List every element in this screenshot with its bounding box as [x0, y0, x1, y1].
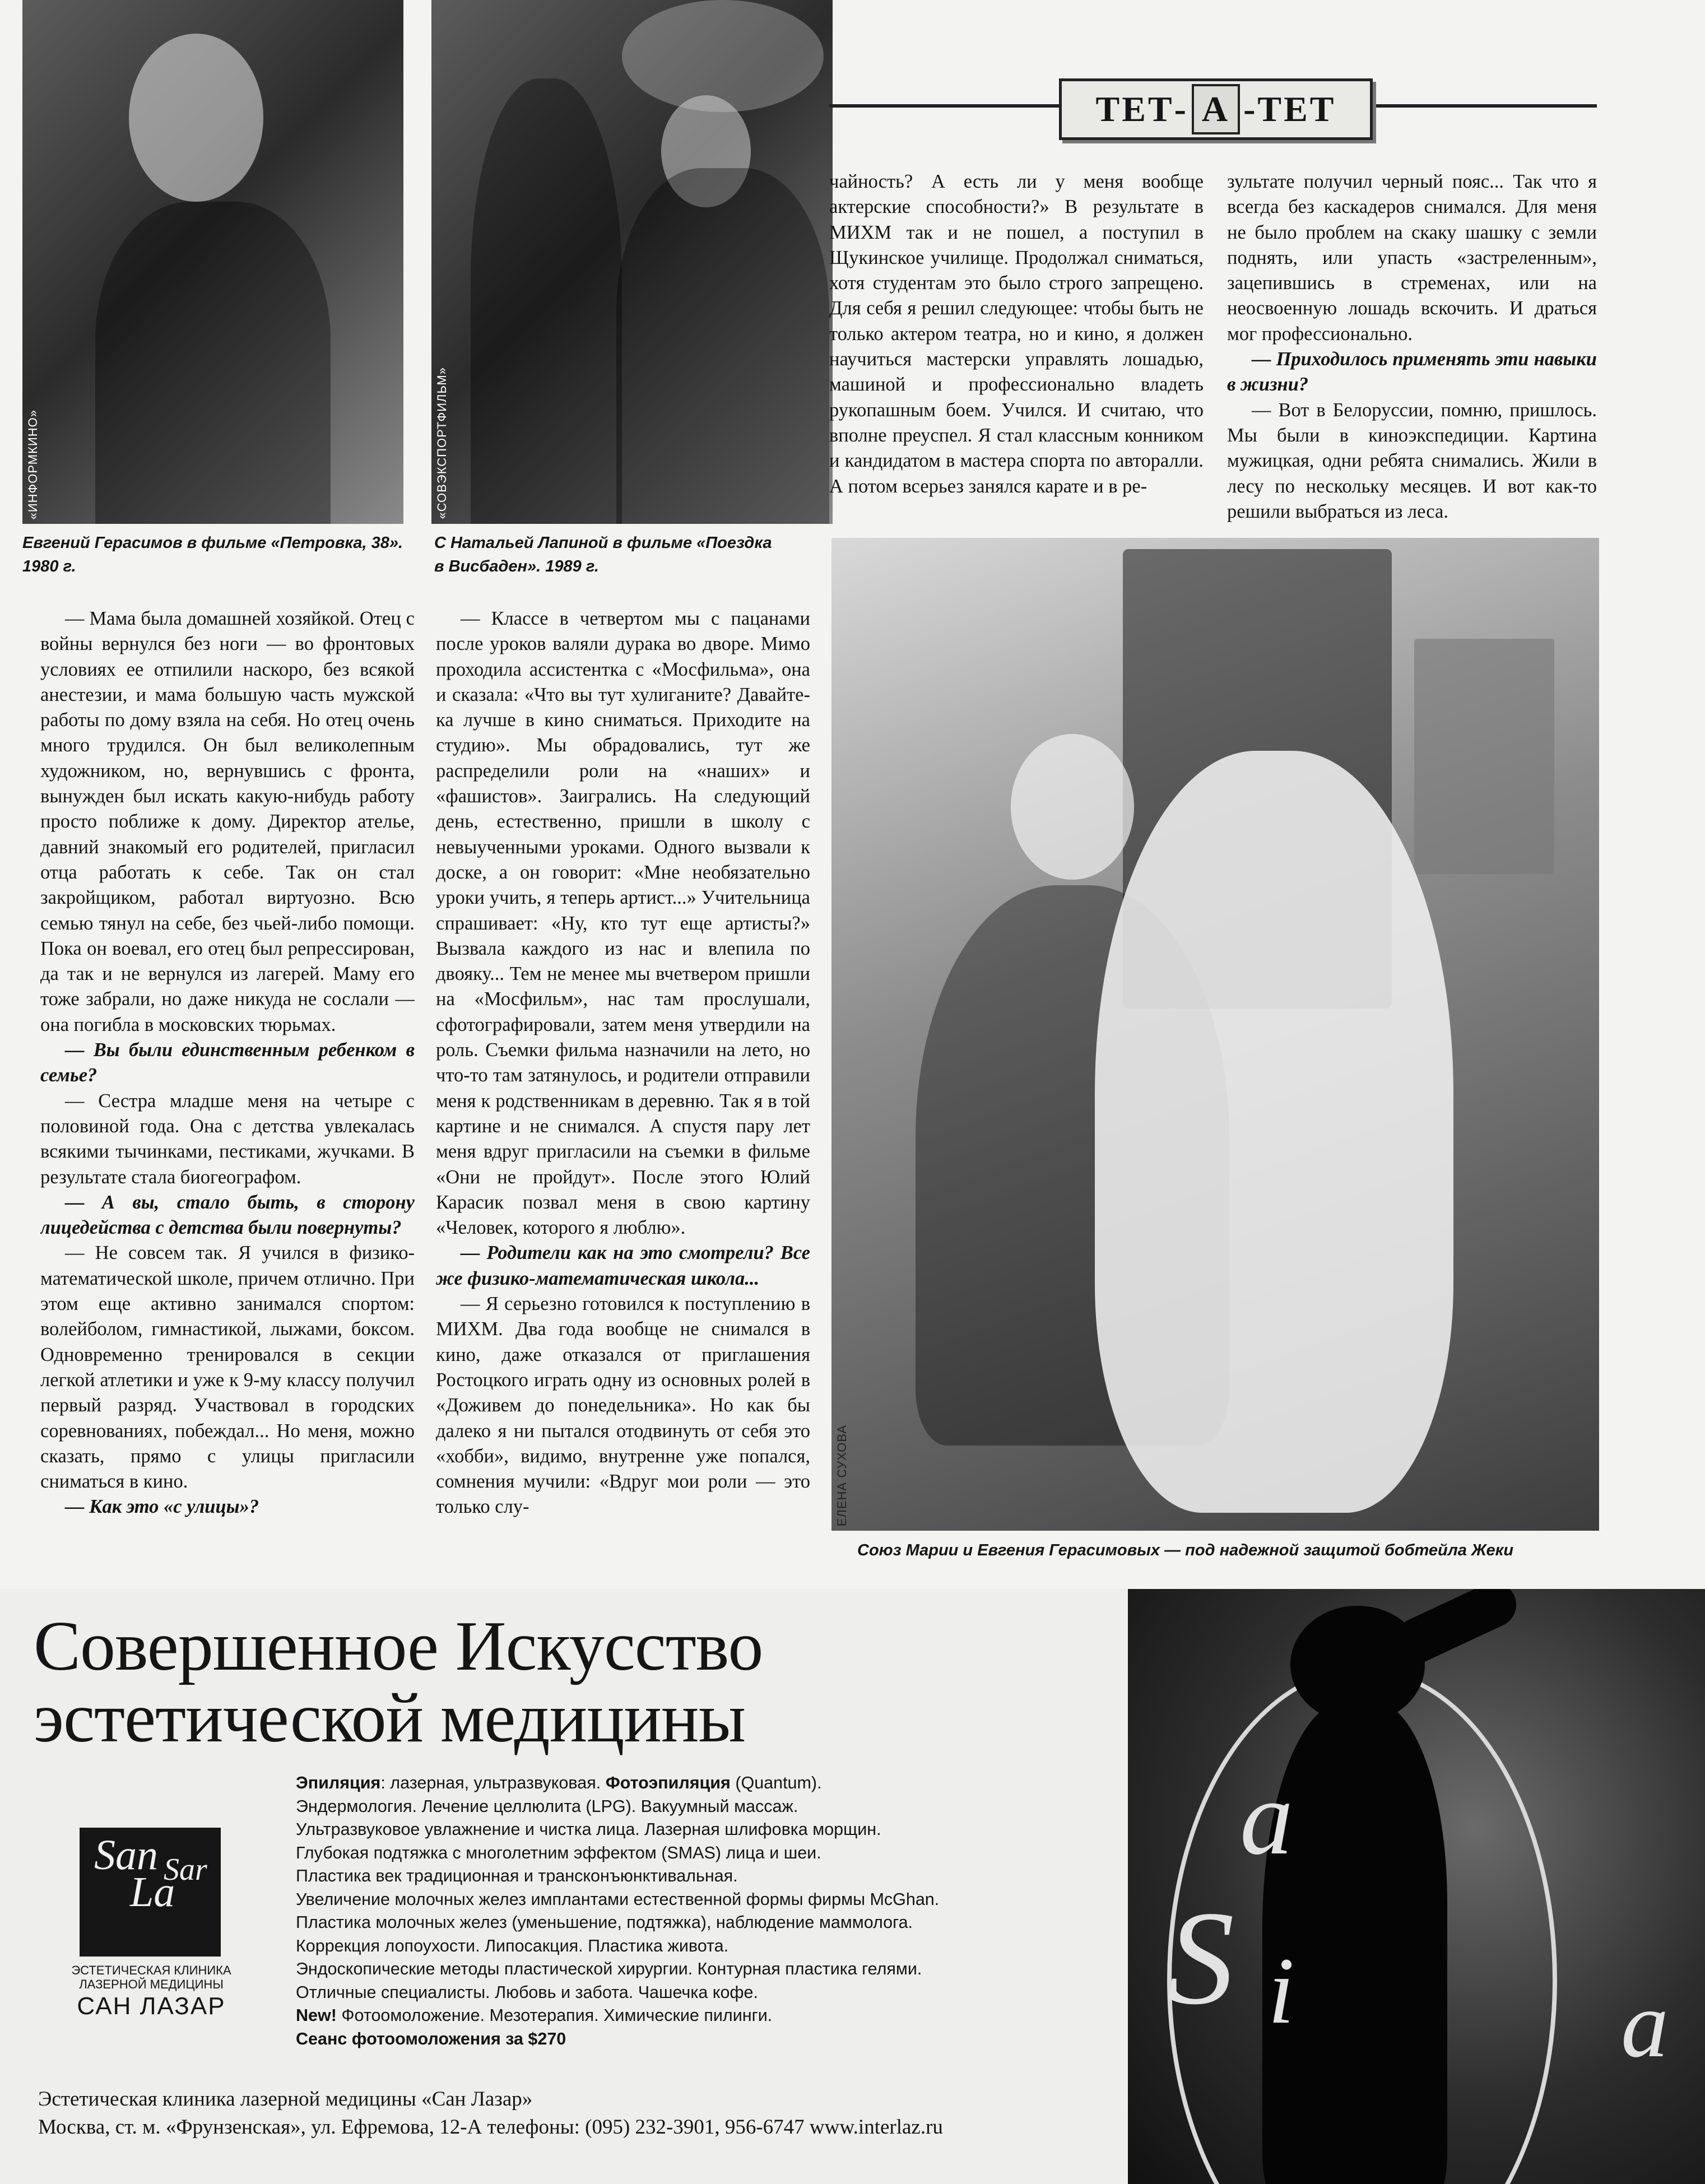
- ad-service-text: Увеличение молочных желез имплантами естественной формы фирмы McGhan.: [296, 1889, 940, 1909]
- interview-answer: — Не совсем так. Я учился в физико-математической школе, причем отлично. При этом еще активно занимался спортом: волейболом, гимнастикой, лыжами, боксом. Одновременно тренировался в секции легкой атлетики и уже к 9-му классу получил первый разряд. Участвовал в городских соревнованиях, побеждал... Но меня, можно сказать, прямо с улицы пригласили сниматься в кино.: [40, 1242, 415, 1493]
- clinic-name: САН ЛАЗАР: [77, 1992, 226, 2020]
- interview-question: — А вы, стало быть, в сторону лицедейства с детства были повернуты?: [40, 1191, 415, 1239]
- photo-credit: «ИНФОРМКИНО»: [26, 409, 40, 519]
- photo-caption: С Натальей Лапиной в фильме «Поездка в Висбаден». 1989 г.: [434, 534, 772, 575]
- interview-question: — Как это «с улицы»?: [65, 1496, 259, 1518]
- ad-service-text: Пластика молочных желез (уменьшение, подтяжка), наблюдение маммолога.: [296, 1913, 913, 1932]
- photo-lapina-wiesbaden: [431, 0, 833, 524]
- interview-answer: зультате получил черный пояс... Так что я всегда без каскадеров снимался. Для меня не было проблем на скаку шашку с земли поднять, или упасть «застреленным», зацепившись в стременах, или на неосвоенную лошадь вскочить. И драться мог профессионально.: [1227, 171, 1597, 345]
- ad-service-text: Глубокая подтяжка с многолетним эффектом (SMAS) лица и шеи.: [296, 1843, 821, 1862]
- ad-service-text: (Quantum).: [730, 1773, 822, 1792]
- ad-service-text: Эпиляция: [296, 1773, 381, 1792]
- interview-answer: — Я серьезно готовился к поступлению в МИХМ. Два года вообще не снимался в кино, даже отказался от приглашения Ростоцкого играть одну из основных ролей в «Доживем до понедельника». Но как бы далеко я ни пытался отодвинуть от себя это «хобби», видимо, внутренне уже попался, сомнения мучили: «Вдруг мои роли — это только слу-: [436, 1293, 810, 1518]
- interview-answer: — Сестра младше меня на четыре с половиной года. Она с детства увлекалась всякими тычинками, пестиками, жучками. В результате стала биогеографом.: [40, 1090, 415, 1188]
- ad-service-text: Фотоэпиляция: [605, 1773, 731, 1792]
- ad-service-line: [296, 1958, 1125, 1981]
- ad-headline: Совершенное Искусство эстетической медицины: [34, 1607, 763, 1757]
- ad-service-text: Ультразвуковое увлажнение и чистка лица. Лазерная шлифовка морщин.: [296, 1820, 881, 1839]
- photo-credit: ЕЛЕНА СУХОВА: [835, 1424, 849, 1526]
- ad-service-text: New!: [296, 2006, 337, 2025]
- ad-service-line: [296, 1911, 1125, 1935]
- ad-service-line: [296, 1818, 1125, 1842]
- clinic-subtitle: ЭСТЕТИЧЕСКАЯ КЛИНИКА ЛАЗЕРНОЙ МЕДИЦИНЫ: [71, 1963, 231, 1991]
- ad-service-text: : лазерная, ультразвуковая.: [380, 1773, 606, 1792]
- photo-gerasimov-petrovka: [22, 0, 403, 524]
- ad-service-text: Сеанс фотоомоложения за $270: [296, 2029, 566, 2048]
- ad-service-line: [296, 1935, 1125, 1958]
- ad-services-list: [296, 1772, 1125, 2051]
- ad-service-text: Коррекция лопоухости. Липосакция. Пластика живота.: [296, 1936, 729, 1955]
- ad-service-line: [296, 1772, 1125, 1795]
- ad-service-line: [296, 1865, 1125, 1888]
- interview-answer: — Классе в четвертом мы с пацанами после уроков валяли дурака во дворе. Мимо проходила ассистентка с «Мосфильма», она и сказала: «Что вы тут хулиганите? Давайте-ка лучше в кино сниматься. Приходите на студию». Мы обрадовались, тут же распределили роли на «наших» и «фашистов». Заигрались. На следующий день, естественно, пришли в школу с невыученными уроками. Одного вызвали к доске, а он говорит: «Мне необязательно уроки учить, я теперь артист...» Учительница спрашивает: «Ну, кто тут еще артисты?» Вызвала каждого из нас и влепила по двояку... Тем не менее мы вчетвером пришли на «Мосфильм», нас там прослушали, сфотографировали, затем меня утвердили на роль. Съемки фильма назначили на лето, но что-то там затянулось, и родители отправили меня к родственникам в деревню. Так я в той картине и не снимался. А спустя пару лет меня вдруг пригласили на съемки в фильме «Они не пройдут». После этого Юлий Карасик позвал меня в свою картину «Человек, которого я люблю».: [436, 608, 810, 1239]
- interview-question: — Родители как на это смотрели? Все же физико-математическая школа...: [436, 1242, 810, 1289]
- article-column-1: [40, 606, 415, 1582]
- article-column-4: [1227, 169, 1597, 528]
- ad-silhouette-image: a S i a: [1128, 1589, 1705, 2184]
- ad-service-line: [296, 1842, 1125, 1865]
- ad-service-line: [296, 2028, 1125, 2051]
- photo-credit: «СОВЭКСПОРТФИЛЬМ»: [435, 367, 449, 519]
- ad-service-text: Фотоомоложение. Мезотерапия. Химические пилинги.: [336, 2006, 773, 2025]
- photo-caption: Евгений Герасимов в фильме «Петровка, 38». 1980 г.: [22, 534, 403, 575]
- article-column-3: [829, 169, 1204, 533]
- ad-service-line: [296, 1888, 1125, 1912]
- ad-service-text: Пластика век традиционная и трансконъюнктивальная.: [296, 1866, 738, 1885]
- interview-question: — Вы были единственным ребенком в семье?: [40, 1039, 415, 1086]
- rubric-rule-left: [829, 104, 1059, 108]
- san-lazar-logo: San La Sar: [80, 1828, 221, 1957]
- interview-question: — Приходилось применять эти навыки в жизни?: [1227, 348, 1597, 396]
- rubric-rule-right: [1373, 104, 1597, 108]
- ad-service-text: Эндоскопические методы пластической хирургии. Контурная пластика гелями.: [296, 1959, 922, 1978]
- article-column-2: [436, 606, 810, 1576]
- interview-answer: — Вот в Белоруссии, помню, пришлось. Мы были в киноэкспедиции. Картина мужицкая, одни ребята снимались. Жили в лесу по нескольку месяцев. И вот как-то решили выбраться из леса.: [1227, 399, 1597, 522]
- ad-service-line: [296, 1981, 1125, 2005]
- ad-service-line: [296, 2004, 1125, 2028]
- ad-contacts: Эстетическая клиника лазерной медицины «Сан Лазар» Москва, ст. м. «Фрунзенская», ул. Ефремова, 12-А телефоны: (095) 232-3901, 956-6747 www.interlaz.ru: [38, 2088, 943, 2139]
- rubric-tet-a-tet: ТЕТ - А - ТЕТ: [1059, 78, 1373, 140]
- interview-answer: чайность? А есть ли у меня вообще актерские способности?» В результате в МИХМ так и не пошел, а поступил в Щукинское училище. Продолжал сниматься, хотя студентам это было строго запрещено. Для себя я решил следующее: чтобы быть не только актером театра, но и кино, я должен научиться мастерски управлять лошадью, машиной и профессионально владеть рукопашным боем. Учился. И считаю, что вполне преуспел. Я стал классным конником и кандидатом в мастера спорта по авторалли. А потом всерьез занялся карате и в ре-: [829, 171, 1204, 497]
- ad-service-text: Отличные специалисты. Любовь и забота. Чашечка кофе.: [296, 1982, 758, 2002]
- photo-caption: Союз Марии и Евгения Герасимовых — под надежной защитой бобтейла Жеки: [857, 1541, 1514, 1559]
- photo-gerasimovs-with-bobtail: [831, 538, 1599, 1531]
- ad-service-line: [296, 1795, 1125, 1819]
- ad-service-text: Эндермология. Лечение целлюлита (LPG). Вакуумный массаж.: [296, 1796, 798, 1816]
- interview-answer: — Мама была домашней хозяйкой. Отец с войны вернулся без ноги — во фронтовых условиях ее отпилили наскоро, без всякой анестезии, и мама большую часть мужской работы по дому взяла на себя. Но отец очень много трудился. Он был великолепным художником, но, вернувшись с фронта, вынужден был искать какую-нибудь работу просто поближе к дому. Директор ателье, давний знакомый его родителей, пригласил отца работать к себе. Так он стал закройщиком, работал виртуозно. Всю семью тянул на себе, без чьей-либо помощи. Пока он воевал, его отец был репрессирован, да так и не вернулся из лагерей. Маму его тоже забрали, но даже никуда не сослали — она погибла в московских тюрьмах.: [40, 608, 415, 1035]
